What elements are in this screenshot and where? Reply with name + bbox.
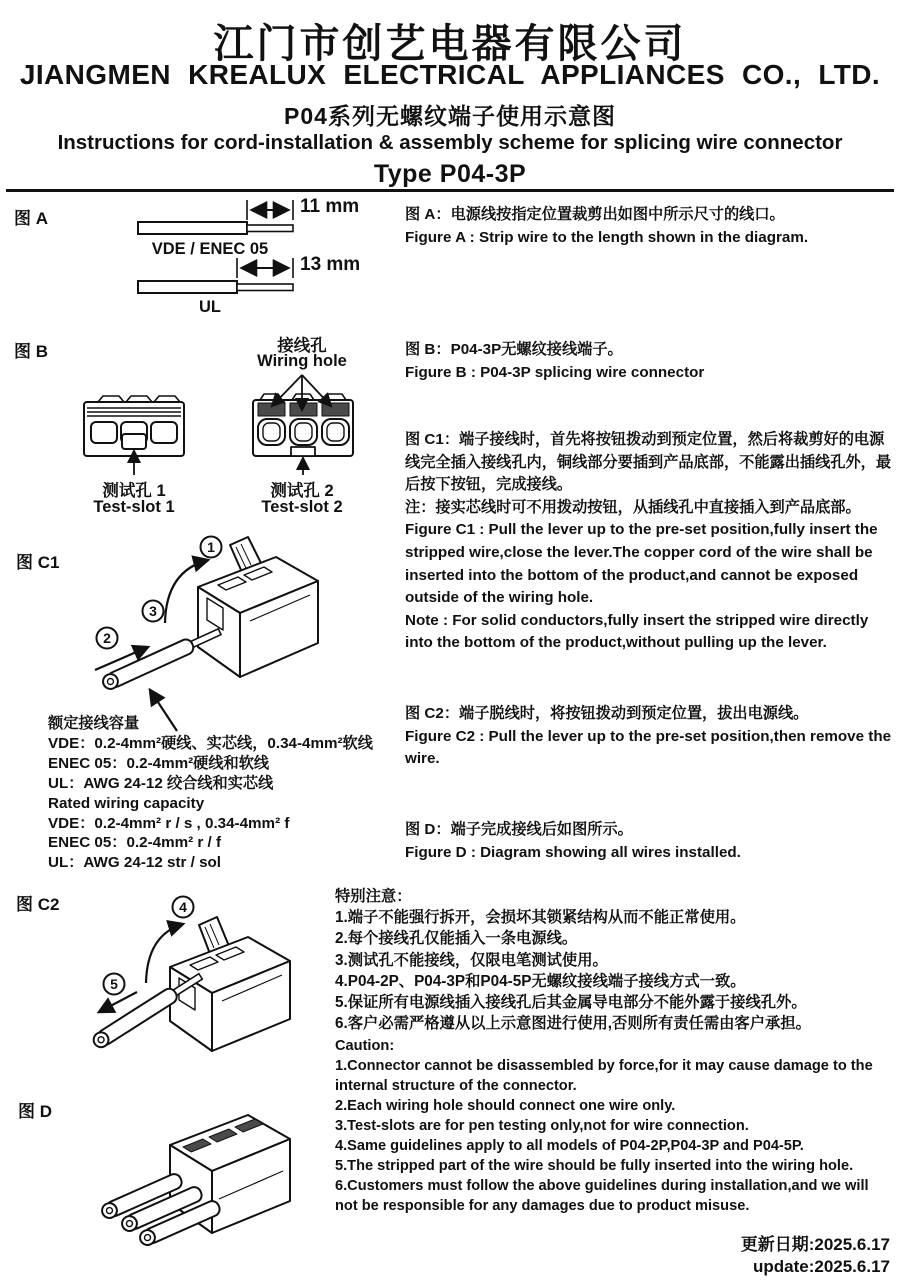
- special-note-item: 1.端子不能强行拆开，会损坏其锁紧结构从而不能正常使用。: [335, 909, 746, 927]
- figure-a-label: 图 A: [14, 209, 48, 228]
- special-note-item: 2.每个接线孔仅能插入一条电源线。: [335, 930, 578, 948]
- figure-c1-note-en: Note : For solid conductors,fully insert the stripped wire directly into the bottom of the product,without pulling up the lever.: [405, 611, 869, 652]
- rated-line: ENEC 05：0.2-4mm² r / f: [48, 834, 222, 852]
- connector-rear-view: [84, 396, 184, 456]
- step-4-marker: 4: [179, 899, 187, 915]
- wiring-hole-label-zh: 接线孔: [277, 337, 327, 355]
- rated-line: VDE：0.2-4mm²硬线、实芯线，0.34-4mm²软线: [48, 734, 373, 752]
- step-5-marker: 5: [110, 976, 118, 992]
- figure-c1-description: [405, 429, 897, 655]
- test-slot-1-label-zh: 测试孔 1: [102, 482, 166, 500]
- figure-c2-desc-en: Figure C2 : Pull the lever up to the pre-set position,then remove the wire.: [405, 727, 892, 768]
- caution-item: 1.Connector cannot be disassembled by force,for it may cause damage to the internal structure of the connector.: [335, 1058, 873, 1094]
- figure-d-diagram: [75, 1095, 315, 1267]
- company-title-zh: 江门市创艺电器有限公司: [213, 22, 687, 66]
- test-slot-2-label-en: Test-slot 2: [261, 498, 343, 516]
- update-date-en: update:2025.6.17: [752, 1256, 890, 1276]
- special-notes-title: 特别注意：: [335, 888, 412, 905]
- company-title-en: JIANGMEN KREALUX ELECTRICAL APPLIANCES CO., LTD.: [19, 59, 881, 90]
- strip-length-vde: 11 mm: [300, 196, 360, 217]
- wire: [101, 625, 223, 692]
- figure-c2-diagram: [75, 893, 310, 1061]
- caution-title: Caution:: [335, 1038, 395, 1054]
- rated-line: UL：AWG 24-12 str / sol: [48, 854, 222, 872]
- figure-d-desc-zh: 图 D：端子完成接线后如图所示。: [405, 821, 633, 838]
- figure-a-desc-zh: 图 A：电源线按指定位置裁剪出如图中所示尺寸的线口。: [405, 206, 785, 223]
- special-note-item: 4.P04-2P、P04-3P和P04-5P无螺纹接线端子接线方式一致。: [335, 972, 746, 990]
- doc-subtitle-en: Instructions for cord-installation & assembly scheme for splicing wire connector: [57, 131, 843, 154]
- special-note-item: 3.测试孔不能接线，仅限电笔测试使用。: [335, 951, 608, 969]
- step-2-marker: 2: [103, 630, 111, 646]
- figure-c1-desc-zh: 图 C1：端子接线时，首先将按钮拨动到预定位置，然后将裁剪好的电源线完全插入接线孔内，铜线部分要插到产品底部，不能露出插线孔外，最后按下按钮，完成接线。: [405, 431, 891, 494]
- figure-c2-description: [405, 703, 897, 771]
- rated-line: Rated wiring capacity: [48, 794, 205, 812]
- figure-c1-diagram: [80, 535, 335, 737]
- figure-d-description: [405, 819, 897, 864]
- test-slot-1-label-en: Test-slot 1: [93, 498, 175, 516]
- caution-list: [335, 1036, 895, 1216]
- step-1-marker: 1: [207, 539, 215, 555]
- figure-b-desc-en: Figure B : P04-3P splicing wire connector: [405, 363, 705, 381]
- doc-subtitle-zh: P04系列无螺纹端子使用示意图: [284, 103, 616, 129]
- strip-length-ul: 13 mm: [300, 254, 361, 275]
- figure-a-desc-en: Figure A : Strip wire to the length shown in the diagram.: [405, 228, 809, 246]
- rated-line: VDE：0.2-4mm² r / s , 0.34-4mm² f: [48, 814, 290, 832]
- rated-line: 额定接线容量: [48, 715, 140, 732]
- figure-c1-note-zh: 注：接实芯线时可不用拨动按钮，从插线孔中直接插入到产品底部。: [405, 498, 861, 516]
- test-slot-1-tab: [122, 434, 146, 449]
- step-3-marker: 3: [149, 603, 157, 619]
- update-date-zh: 更新日期:2025.6.17: [740, 1235, 890, 1254]
- rated-line: UL：AWG 24-12 绞合线和实芯线: [48, 774, 274, 792]
- header-divider: [6, 189, 894, 192]
- figure-b-label: 图 B: [14, 342, 48, 361]
- rated-wiring-capacity: [48, 714, 373, 873]
- caution-item: 5.The stripped part of the wire should be fully inserted into the wiring hole.: [335, 1158, 854, 1174]
- special-note-item: 6.客户必需严格遵从以上示意图进行使用,否则所有责任需由客户承担。: [335, 1015, 811, 1033]
- caution-item: 4.Same guidelines apply to all models of P04-2P,P04-3P and P04-5P.: [335, 1138, 804, 1154]
- figure-d-label: 图 D: [18, 1102, 52, 1121]
- wiring-hole-2: [290, 403, 317, 416]
- update-date: [540, 1234, 890, 1277]
- figure-c1-label: 图 C1: [16, 553, 60, 572]
- standard-label-vde: VDE / ENEC 05: [151, 240, 269, 258]
- special-notes: [335, 886, 895, 1034]
- figure-c1-desc-en: Figure C1 : Pull the lever up to the pre-set position,fully insert the stripped wire,close the lever.The copper cord of the wire shall be inserted into the bottom of the product,and cannot be exposed outside of the wiring hole.: [405, 521, 878, 607]
- wiring-hole-1: [258, 403, 285, 416]
- caution-item: 2.Each wiring hole should connect one wire only.: [335, 1098, 676, 1114]
- figure-b-description: [405, 339, 897, 384]
- special-note-item: 5.保证所有电源线插入接线孔后其金属导电部分不能外露于接线孔外。: [335, 994, 807, 1012]
- caution-item: 6.Customers must follow the above guidelines during installation,and we will not be responsible for any damages due to product misuse.: [335, 1178, 869, 1214]
- figure-a-description: [405, 204, 897, 249]
- product-type-label: Type P04-3P: [373, 160, 527, 188]
- test-slot-2-tab: [291, 447, 315, 456]
- figure-d-desc-en: Figure D : Diagram showing all wires installed.: [405, 843, 741, 861]
- standard-label-ul: UL: [199, 298, 221, 316]
- caution-item: 3.Test-slots are for pen testing only,not for wire connection.: [335, 1118, 749, 1134]
- figure-c2-desc-zh: 图 C2：端子脱线时，将按钮拨动到预定位置，拔出电源线。: [405, 705, 809, 722]
- wiring-hole-3: [322, 403, 349, 416]
- test-slot-2-label-zh: 测试孔 2: [270, 482, 334, 500]
- figure-b-diagram: [70, 372, 380, 484]
- wiring-hole-label-en: Wiring hole: [257, 352, 347, 370]
- figure-b-desc-zh: 图 B：P04-3P无螺纹接线端子。: [405, 341, 623, 358]
- rated-line: ENEC 05：0.2-4mm²硬线和软线: [48, 754, 270, 772]
- connector-front-view: [253, 394, 353, 456]
- figure-c2-label: 图 C2: [16, 895, 60, 914]
